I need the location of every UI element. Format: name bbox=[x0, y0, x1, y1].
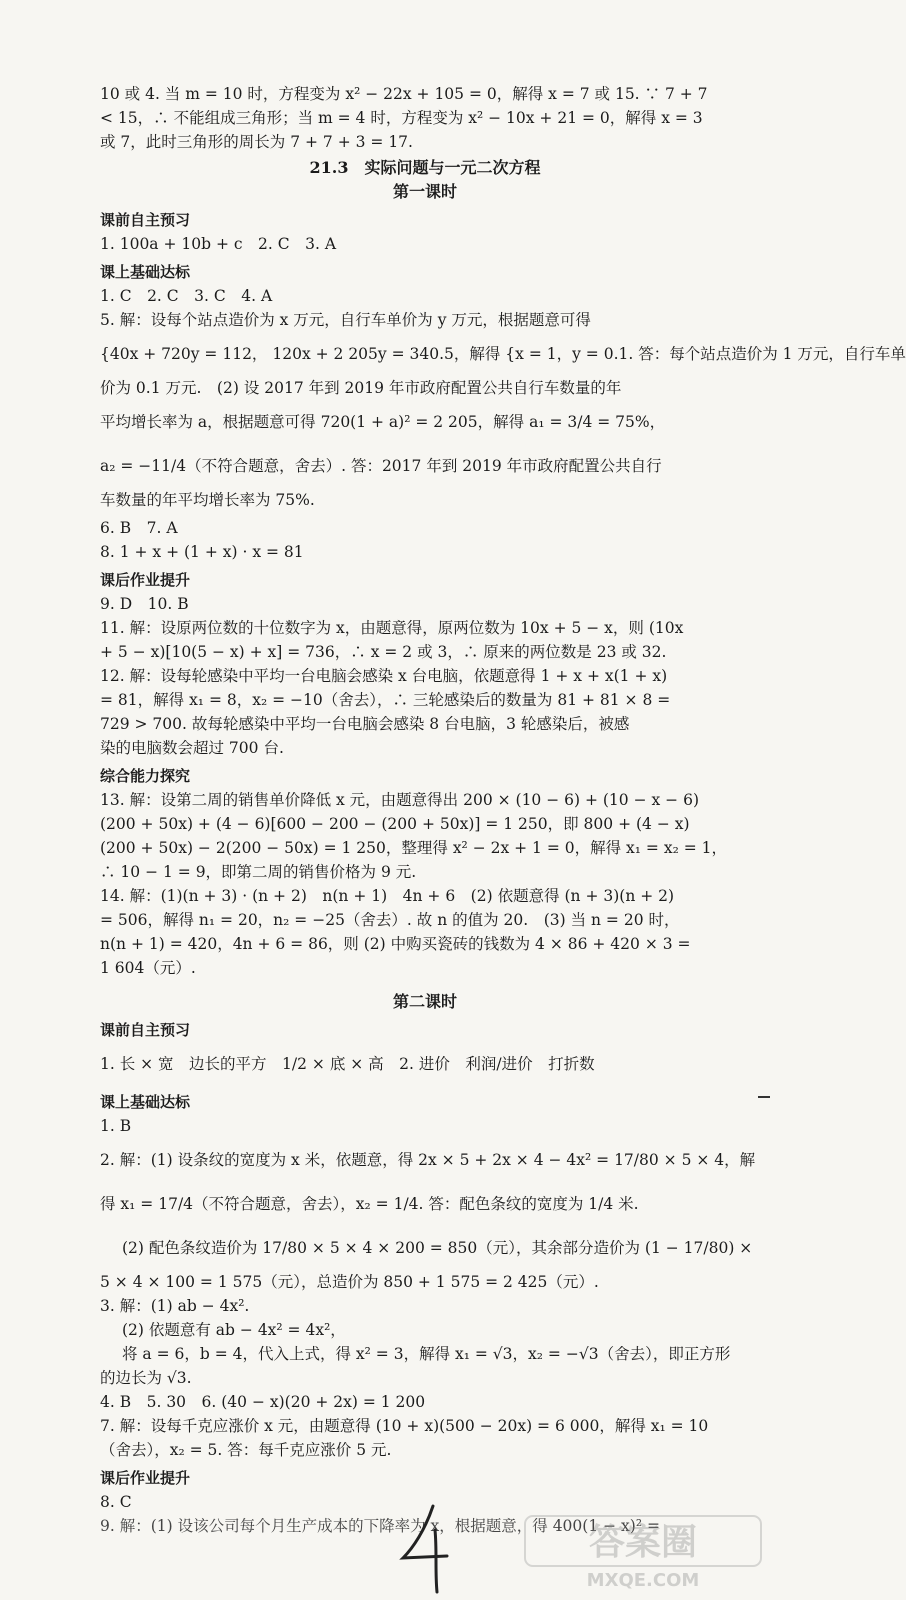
answer-line: = 506，解得 n₁ = 20，n₂ = −25（舍去）. 故 n 的值为 20. (3) 当 n = 20 时， bbox=[100, 911, 680, 929]
answer-line: (200 + 50x) − 2(200 − 50x) = 1 250，整理得 x² − 2x + 1 = 0，解得 x₁ = x₂ = 1， bbox=[100, 839, 728, 857]
answer-line: 的边长为 √3. bbox=[100, 1369, 192, 1387]
lesson-title-2: 第二课时 bbox=[392, 992, 457, 1011]
margin-mark bbox=[758, 1096, 770, 1098]
answer-line: 1 604（元）. bbox=[100, 959, 196, 977]
answer-line: 染的电脑数会超过 700 台. bbox=[100, 739, 284, 757]
answer-line: 9. D 10. B bbox=[100, 595, 189, 613]
answer-line: 1. B bbox=[100, 1117, 132, 1135]
heading-preview: 课前自主预习 bbox=[100, 211, 191, 229]
answer-line: 1. 长 × 宽 边长的平方 1/2 × 底 × 高 2. 进价 利润/进价 打折数 bbox=[100, 1055, 595, 1073]
answer-line: 4. B 5. 30 6. (40 − x)(20 + 2x) = 1 200 bbox=[100, 1393, 426, 1411]
answer-line: + 5 − x)[10(5 − x) + x] = 736，∴ x = 2 或 3，∴ 原来的两位数是 23 或 32. bbox=[100, 643, 667, 661]
handwritten-page-number bbox=[395, 1500, 465, 1595]
answer-line: 价为 0.1 万元. (2) 设 2017 年到 2019 年市政府配置公共自行车数量的年 bbox=[100, 379, 622, 397]
heading-comprehensive: 综合能力探究 bbox=[100, 767, 191, 785]
answer-line: 5 × 4 × 100 = 1 575（元），总造价为 850 + 1 575 = 2 425（元）. bbox=[100, 1273, 599, 1291]
answer-line: 14. 解：(1)(n + 3) · (n + 2) n(n + 1) 4n + 6 (2) 依题意得 (n + 3)(n + 2) bbox=[100, 887, 675, 905]
answer-line: 13. 解：设第二周的销售单价降低 x 元，由题意得出 200 × (10 − 6) + (10 − x − 6) bbox=[100, 791, 699, 809]
answer-line: 1. 100a + 10b + c 2. C 3. A bbox=[100, 235, 337, 253]
answer-line: 得 x₁ = 17/4（不符合题意，舍去），x₂ = 1/4. 答：配色条纹的宽度为 1/4 米. bbox=[100, 1195, 639, 1213]
answer-line: 11. 解：设原两位数的十位数字为 x，由题意得，原两位数为 10x + 5 − x，则 (10x bbox=[100, 619, 684, 637]
answer-line: 1. C 2. C 3. C 4. A bbox=[100, 287, 273, 305]
answer-line: = 81，解得 x₁ = 8，x₂ = −10（舍去），∴ 三轮感染后的数量为 81 + 81 × 8 = bbox=[100, 691, 671, 709]
answer-line: 729 > 700. 故每轮感染中平均一台电脑会感染 8 台电脑，3 轮感染后，被感 bbox=[100, 715, 630, 733]
answer-line: （舍去），x₂ = 5. 答：每千克应涨价 5 元. bbox=[100, 1441, 392, 1459]
handwritten-number-text: 4 bbox=[395, 1500, 396, 1501]
answer-line: 车数量的年平均增长率为 75%. bbox=[100, 491, 315, 509]
text-line: 10 或 4. 当 m = 10 时，方程变为 x² − 22x + 105 = 0，解得 x = 7 或 15. ∵ 7 + 7 bbox=[100, 85, 708, 103]
text-line: < 15，∴ 不能组成三角形；当 m = 4 时，方程变为 x² − 10x + 21 = 0，解得 x = 3 bbox=[100, 109, 703, 127]
watermark-big-text: 答案圈 bbox=[588, 1522, 698, 1563]
answer-line: 5. 解：设每个站点造价为 x 万元，自行车单价为 y 万元，根据题意可得 bbox=[100, 311, 591, 329]
watermark-small-text: MXQE.COM bbox=[586, 1570, 700, 1591]
lesson-title-1: 第一课时 bbox=[392, 182, 457, 201]
answer-line: (2) 依题意有 ab − 4x² = 4x²， bbox=[122, 1321, 346, 1339]
section-title: 21.3 实际问题与一元二次方程 bbox=[309, 158, 541, 177]
heading-class: 课上基础达标 bbox=[100, 1093, 191, 1111]
answer-line: (2) 配色条纹造价为 17/80 × 5 × 4 × 200 = 850（元），其余部分造价为 (1 − 17/80) × bbox=[122, 1239, 753, 1257]
answer-line: 2. 解：(1) 设条纹的宽度为 x 米，依题意，得 2x × 5 + 2x × 4 − 4x² = 17/80 × 5 × 4，解 bbox=[100, 1151, 756, 1169]
answer-line: 12. 解：设每轮感染中平均一台电脑会感染 x 台电脑，依题意得 1 + x + x(1 + x) bbox=[100, 667, 668, 685]
answer-line: 3. 解：(1) ab − 4x². bbox=[100, 1297, 250, 1315]
answer-content bbox=[100, 82, 906, 1538]
heading-class: 课上基础达标 bbox=[100, 263, 191, 281]
answer-line: 9. 解：(1) 设该公司每个月生产成本的下降率为 x，根据题意，得 400(1 − x)² = bbox=[100, 1517, 660, 1535]
heading-after: 课后作业提升 bbox=[100, 1469, 191, 1487]
answer-line: 6. B 7. A bbox=[100, 519, 178, 537]
answer-line: 7. 解：设每千克应涨价 x 元，由题意得 (10 + x)(500 − 20x) = 6 000，解得 x₁ = 10 bbox=[100, 1417, 709, 1435]
answer-line: a₂ = −11/4（不符合题意，舍去）. 答：2017 年到 2019 年市政府配置公共自行 bbox=[100, 457, 662, 475]
heading-preview: 课前自主预习 bbox=[100, 1021, 191, 1039]
answer-line: 将 a = 6，b = 4，代入上式，得 x² = 3，解得 x₁ = √3，x₂ = −√3（舍去），即正方形 bbox=[122, 1345, 731, 1363]
answer-line: n(n + 1) = 420，4n + 6 = 86，则 (2) 中购买瓷砖的钱数为 4 × 86 + 420 × 3 = bbox=[100, 935, 691, 953]
answer-line: 平均增长率为 a，根据题意可得 720(1 + a)² = 2 205，解得 a₁ = 3/4 = 75%， bbox=[100, 413, 666, 431]
heading-after: 课后作业提升 bbox=[100, 571, 191, 589]
watermark-logo bbox=[523, 1512, 763, 1590]
answer-line: 8. C bbox=[100, 1493, 132, 1511]
answer-line: ∴ 10 − 1 = 9，即第二周的销售价格为 9 元. bbox=[100, 863, 417, 881]
answer-line: {40x + 720y = 112， 120x + 2 205y = 340.5，解得 {x = 1，y = 0.1. 答：每个站点造价为 1 万元，自行车单 bbox=[100, 345, 906, 363]
text-line: 或 7，此时三角形的周长为 7 + 7 + 3 = 17. bbox=[100, 133, 413, 151]
answer-line: 8. 1 + x + (1 + x) · x = 81 bbox=[100, 543, 304, 561]
answer-line: (200 + 50x) + (4 − 6)[600 − 200 − (200 + 50x)] = 1 250，即 800 + (4 − x) bbox=[100, 815, 690, 833]
